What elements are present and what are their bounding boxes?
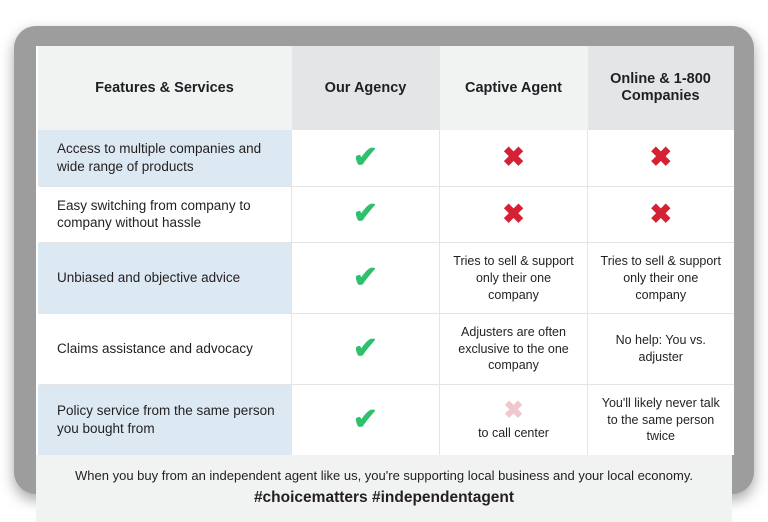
check-icon: ✔ — [352, 140, 379, 174]
cell-note: to call center — [478, 425, 549, 440]
cell-note: Tries to sell & support only their one company — [453, 254, 574, 302]
cell-online-1800 — [588, 385, 734, 455]
check-icon: ✔ — [352, 261, 379, 295]
header-our-agency: Our Agency — [292, 46, 440, 130]
cell-note: No help: You vs. adjuster — [615, 333, 706, 365]
comparison-table — [36, 46, 734, 455]
header-captive-agent: Captive Agent — [440, 46, 588, 130]
cell-online-1800 — [588, 243, 734, 314]
table-row — [38, 130, 734, 186]
cell-our-agency — [292, 186, 440, 243]
cell-our-agency — [292, 314, 440, 385]
table-body — [38, 130, 734, 455]
cross-icon: ✖ — [502, 198, 525, 229]
row-feature-label: Access to multiple companies and wide range of products — [38, 130, 292, 186]
check-icon: ✔ — [352, 332, 379, 366]
cross-icon: ✖ — [502, 142, 525, 173]
cell-captive-agent — [440, 186, 588, 243]
footer-message: When you buy from an independent agent like us, you're supporting local business and your local economy. — [75, 467, 693, 483]
cross-icon: ✖ — [649, 142, 673, 173]
table-row — [38, 186, 734, 243]
comparison-chart — [36, 46, 732, 506]
cell-captive-agent — [440, 130, 588, 186]
check-icon: ✔ — [352, 197, 379, 231]
table-header — [38, 46, 734, 130]
device-frame — [14, 26, 754, 506]
cell-online-1800 — [588, 130, 734, 186]
table-row — [38, 385, 734, 455]
cell-online-1800 — [588, 186, 734, 243]
check-icon: ✔ — [352, 402, 379, 436]
header-features: Features & Services — [38, 46, 292, 130]
footer-hashtags: #choicematters #independentagent — [253, 488, 515, 506]
table-row — [38, 243, 734, 314]
cell-note: Adjusters are often exclusive to the one company — [458, 325, 569, 373]
row-feature-label: Claims assistance and advocacy — [38, 314, 292, 385]
footer-banner — [36, 455, 732, 522]
cell-our-agency — [292, 385, 440, 455]
cell-note: You'll likely never talk to the same person twice — [601, 396, 720, 444]
row-feature-label: Easy switching from company to company without hassle — [38, 186, 292, 243]
cell-our-agency — [292, 243, 440, 314]
cell-note: Tries to sell & support only their one company — [600, 254, 721, 302]
cross-faded-icon: ✖ — [503, 396, 524, 424]
cell-our-agency — [292, 130, 440, 186]
header-online-1800: Online & 1-800 Companies — [588, 46, 734, 130]
cell-captive-agent — [440, 314, 588, 385]
table-row — [38, 314, 734, 385]
row-feature-label: Policy service from the same person you bought from — [38, 385, 292, 455]
cell-captive-agent — [440, 385, 588, 455]
cell-online-1800 — [588, 314, 734, 385]
cross-icon: ✖ — [649, 198, 673, 229]
cell-captive-agent — [440, 243, 588, 314]
row-feature-label: Unbiased and objective advice — [38, 243, 292, 314]
